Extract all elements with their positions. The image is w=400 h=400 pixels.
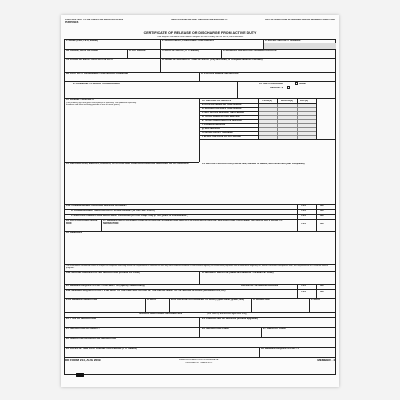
17-yes[interactable]: YES: [301, 223, 306, 225]
home-of-record-label: b. HOME OF RECORD AT TIME OF ENTRY (City and state, or complete address if known): [162, 59, 263, 61]
station-separated-label: b. STATION WHERE SEPARATED: [201, 73, 239, 75]
reentry-code-label: 27. REENTRY CODE: [263, 328, 286, 330]
special-info-note: (For use by authorized agencies only): [207, 313, 247, 315]
15a-yes[interactable]: YES: [301, 205, 306, 207]
20-no[interactable]: NO: [320, 285, 324, 287]
dob-label: 5. DATE OF BIRTH (YYYYMMDD): [162, 50, 200, 52]
15b-no[interactable]: NO: [320, 210, 324, 212]
designed-by-note: DESIGNED BY TRANSPROC: [185, 362, 213, 364]
form-number: DD FORM 214, AUG 2009: [65, 359, 101, 362]
copy6-request-label: 20. MEMBER REQUESTS COPY 6 BE SENT TO (Specify state/locality): [66, 285, 145, 287]
17-no[interactable]: NO: [320, 223, 324, 225]
copy-designation: MEMBER - 4: [317, 359, 335, 362]
primary-specialty-label: 11. PRIMARY SPECIALTY: [66, 99, 95, 101]
reserve-obligation-label: 6. RESERVE OBLIGATION TERMINATION DATE: [223, 50, 277, 52]
member-signature-label: 21.a. MEMBER SIGNATURE: [66, 299, 98, 301]
15c-no[interactable]: NO: [320, 215, 324, 217]
sgli-amount-checkbox[interactable]: [287, 86, 290, 89]
service-row: i. EFFECTIVE DATE OF PAY GRADE: [202, 135, 241, 138]
15c-yes[interactable]: YES: [301, 215, 306, 217]
copy4-request-label: 30. MEMBER REQUESTS COPY 4: [261, 348, 299, 350]
service-row: b. SEPARATION DATE THIS PERIOD: [202, 107, 242, 110]
office-veterans-affairs-label: OFFICE OF VETERANS AFFAIRS: [241, 285, 279, 287]
name-label: 1. NAME (Last, First, Middle): [66, 40, 99, 42]
service-row: h. INITIAL ENTRY TRAINING: [202, 131, 233, 134]
official-authorized-label: 22.a. OFFICIAL AUTHORIZED TO SIGN (Typed name, grade, title): [171, 299, 245, 301]
caution-note: CAUTION: NOT TO BE USED FOR IDENTIFICATION PURPOSES: [65, 19, 123, 24]
primary-specialty-note: (List number, title and years and months in specialty. List additional specialty numbers and titles involving periods of one or more years.): [66, 102, 137, 107]
dental-exam-label: 17. MEMBER WAS PROVIDED COMPLETE DENTAL EXAMINATION AND ALL APPROPRIATE DENTAL SERVICES AND TREATMENT WITHIN 90 DAYS PRIOR TO SEPARATION: [103, 220, 283, 225]
20a-no[interactable]: NO: [320, 291, 324, 293]
service-row: g. SEA SERVICE: [202, 127, 220, 130]
separation-authority-label: 25. SEPARATION AUTHORITY: [66, 328, 100, 330]
sgli-amount-label: AMOUNT: $: [270, 87, 284, 89]
nearest-relative-label: b. NEAREST RELATIVE (Name and address - include ZIP Code): [202, 272, 274, 274]
rotc-label: b. COMMISSIONED THROUGH ROTC SCHOLARSHIP (10 USC Sec. 2107b): [71, 210, 155, 212]
character-service-label: 24. CHARACTER OF SERVICE (Include upgrades): [202, 318, 259, 320]
service-row: e. TOTAL PRIOR INACTIVE SERVICE: [202, 119, 242, 122]
special-info-heading: SPECIAL ADDITIONAL INFORMATION: [139, 313, 182, 315]
form-title: CERTIFICATE OF RELEASE OR DISCHARGE FROM ACTIVE DUTY: [143, 31, 257, 35]
copy3-request-label: 20a. MEMBER REQUESTS COPY 3 BE SENT TO THE CENTRAL OFFICE OF THE DEPARTMENT OF VETERANS AFFAIRS (WASHINGTON, DC): [66, 290, 226, 292]
days-header: DAY(S): [300, 99, 309, 102]
remarks-label: 18. REMARKS: [66, 232, 83, 234]
15a-no[interactable]: NO: [320, 205, 324, 207]
loan-repayment-label: c. ENLISTED UNDER LOAN REPAYMENT PROGRAM (10 USC Chap. 109) (If Yes, years of commitment: ): [71, 215, 189, 217]
service-row: c. NET ACTIVE SERVICE THIS PERIOD: [202, 111, 245, 114]
ssn-label: 3. SOCIAL SECURITY NUMBER: [265, 40, 301, 42]
military-education-label: 14. MILITARY EDUCATION (Course title, number of weeks, and month and year completed): [202, 163, 305, 165]
months-header: MONTH(S): [281, 99, 293, 102]
type-separation-label: 23. TYPE OF SEPARATION: [66, 318, 97, 320]
place-of-entry-label: 7a. PLACE OF ENTRY INTO ACTIVE DUTY: [66, 59, 114, 61]
narrative-reason-label: 28. NARRATIVE REASON FOR SEPARATION: [66, 338, 117, 340]
ssn-shaded-field: [264, 43, 336, 49]
privacy-act-note: This Report Contains Information Subject to the Privacy Act of 1974, As Amended.: [156, 35, 244, 38]
accrued-leave-label: 16. DAYS ACCRUED LEAVE PAID: [66, 220, 98, 225]
20-yes[interactable]: YES: [301, 285, 306, 287]
alterations-note: ANY ALTERATIONS IN SHADED AREAS RENDER FORM VOID: [265, 19, 335, 21]
hanger-tab: [76, 373, 84, 377]
service-shaded-cells: [259, 104, 316, 139]
record-of-service-label: 12. RECORD OF SERVICE: [202, 99, 232, 102]
service-row: f. FOREIGN SERVICE: [202, 123, 226, 126]
computer-matching-disclaimer: The information contained herein is subject to computer matching within the Department of Defense or with any other affected Federal or non-Federal agency for verification purposes and to determine eligibility for, and/or continued compliance with, the requirements of a Federal benefit program.: [66, 265, 328, 270]
20a-yes[interactable]: YES: [301, 291, 306, 293]
sgli-none-checkbox[interactable]: [295, 82, 298, 85]
time-lost-label: 29. DATES OF TIME LOST DURING THIS PERIOD (YYYYMMDD): [66, 348, 138, 350]
important-record-note: THIS IS AN IMPORTANT RECORD SAFEGUARD IT.: [170, 19, 228, 21]
last-duty-label: 8a. LAST DUTY ASSIGNMENT AND MAJOR COMMAND: [66, 73, 129, 75]
member-date-label: b. DATE: [147, 299, 157, 301]
service-row: a. DATE ENTERED AD THIS PERIOD: [202, 103, 242, 106]
pay-grade-label: b. PAY GRADE: [129, 50, 146, 52]
separation-code-label: 26. SEPARATION CODE: [202, 328, 229, 330]
service-academy-label: 15a. COMMISSIONED THROUGH SERVICE ACADEMY: [66, 205, 127, 207]
service-row: d. TOTAL PRIOR ACTIVE SERVICE: [202, 115, 240, 118]
years-header: YEAR(S): [262, 99, 272, 102]
sgli-label: 10. SGLI COVERAGE: [259, 82, 283, 85]
command-transferred-label: 9. COMMAND TO WHICH TRANSFERRED: [73, 83, 120, 85]
official-date-label: c. DATE: [311, 299, 320, 301]
previous-edition-note: PREVIOUS EDITION IS OBSOLETE.: [179, 359, 219, 361]
15b-yes[interactable]: YES: [301, 210, 306, 212]
decorations-label: 13. DECORATIONS, MEDALS, BADGES, CITATIONS AND CAMPAIGN RIBBONS AWARDED OR AUTHORIZED: [66, 163, 189, 165]
mailing-address-label: 19a. MAILING ADDRESS AFTER SEPARATION (Include ZIP Code): [66, 272, 140, 274]
department-label: 2. DEPARTMENT, COMPONENT AND BRANCH: [162, 40, 215, 42]
sgli-none-label: NONE: [299, 82, 306, 85]
dd214-form: [61, 15, 339, 387]
official-signature-label: b. SIGNATURE: [253, 299, 270, 301]
grade-label: 4a. GRADE, RATE OR RANK: [66, 50, 99, 52]
